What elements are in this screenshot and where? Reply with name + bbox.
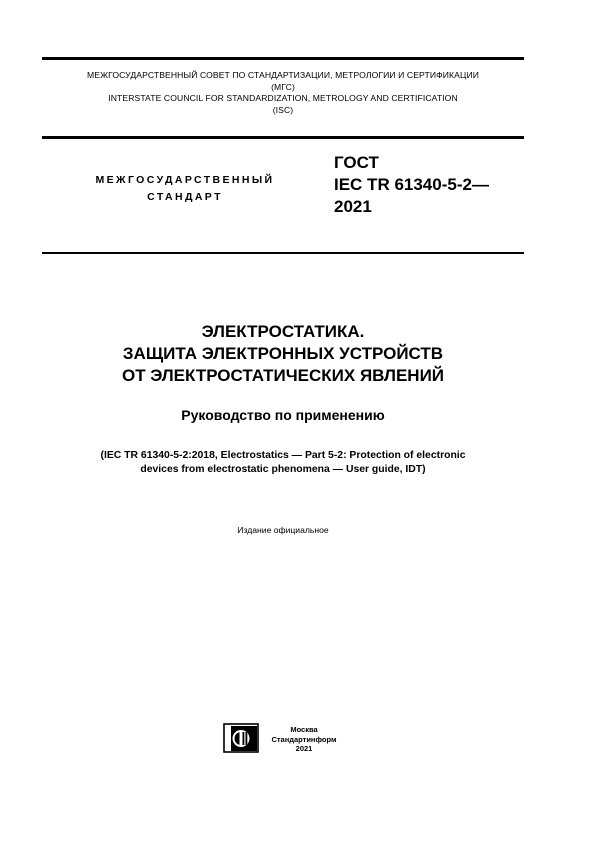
- council-en-name: INTERSTATE COUNCIL FOR STANDARDIZATION, METROLOGY AND CERTIFICATION: [108, 93, 458, 103]
- standard-label-line2: СТАНДАРТ: [147, 191, 223, 203]
- middle-rule: [42, 136, 524, 139]
- standartinform-logo-icon: [223, 723, 259, 753]
- title-line3: ОТ ЭЛЕКТРОСТАТИЧЕСКИХ ЯВЛЕНИЙ: [121, 366, 445, 385]
- origin-line2: devices from electrostatic phenomena — User guide, IDT): [140, 464, 426, 475]
- title-line2: ЗАЩИТА ЭЛЕКТРОННЫХ УСТРОЙСТВ: [122, 344, 444, 363]
- document-subtitle: Руководство по применению: [181, 407, 385, 423]
- gost-line1: ГОСТ: [334, 153, 379, 172]
- edition-note: Издание официальное: [237, 525, 329, 535]
- council-header: [42, 70, 524, 116]
- council-ru-name: МЕЖГОСУДАРСТВЕННЫЙ СОВЕТ ПО СТАНДАРТИЗАЦИИ, МЕТРОЛОГИИ И СЕРТИФИКАЦИИ: [86, 70, 479, 80]
- publisher-name: Стандартинформ: [271, 734, 337, 744]
- top-rule: [42, 57, 524, 60]
- gost-line2: IEC TR 61340-5-2—: [334, 175, 489, 194]
- council-en-abbr: (ISC): [272, 104, 294, 115]
- document-title: [42, 321, 524, 387]
- publisher-city: Москва: [290, 725, 318, 734]
- original-standard-reference: [42, 449, 524, 477]
- origin-line1: (IEC TR 61340-5-2:2018, Electrostatics — Part 5-2: Protection of electronic: [100, 450, 466, 461]
- bottom-rule: [42, 252, 524, 254]
- title-line1: ЭЛЕКТРОСТАТИКА.: [201, 322, 365, 341]
- publisher-block: [262, 725, 346, 754]
- gost-designation: [334, 152, 489, 218]
- publisher-year: 2021: [295, 744, 313, 754]
- standard-type-label: [70, 172, 300, 206]
- standard-label-line1: МЕЖГОСУДАРСТВЕННЫЙ: [95, 174, 275, 186]
- gost-line3: 2021: [334, 197, 372, 216]
- council-ru-abbr: (МГС): [271, 81, 295, 92]
